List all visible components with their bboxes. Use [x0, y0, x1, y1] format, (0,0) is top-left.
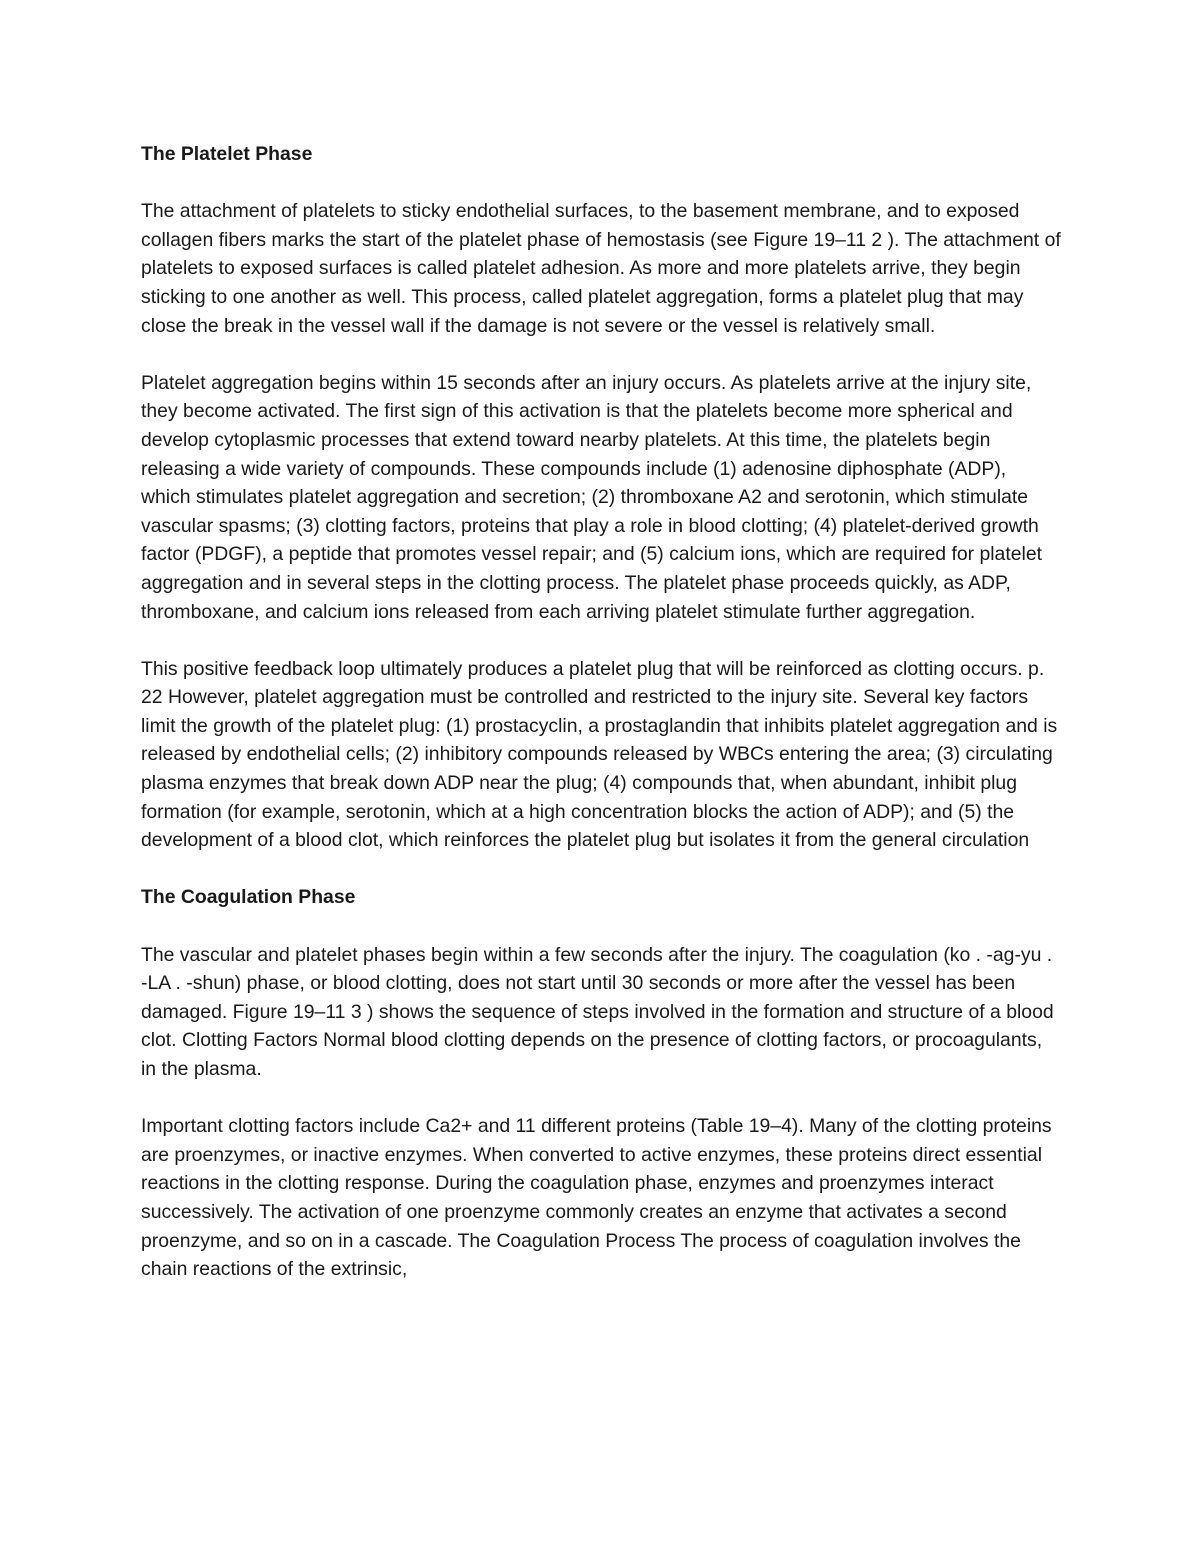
paragraph: The attachment of platelets to sticky endothelial surfaces, to the basement membrane, and to exposed collagen fibers marks the start of the platelet phase of hemostasis (see Figure 19–11 2 ). The attachment of platelets to exposed surfaces is called platelet adhesion. As more and more platelets arrive, they begin sticking to one another as well. This process, called platelet aggregation, forms a platelet plug that may close the break in the vessel wall if the damage is not severe or the vessel is relatively small.: [141, 200, 1061, 337]
section-coagulation-phase: [141, 883, 1061, 1283]
document-page: [141, 140, 1061, 1284]
section-platelet-phase: [141, 140, 1061, 883]
section-heading: The Platelet Phase: [141, 143, 313, 165]
paragraph: Important clotting factors include Ca2+ and 11 different proteins (Table 19–4). Many of the clotting proteins are proenzymes, or inactive enzymes. When converted to active enzymes, these proteins direct essential reactions in the clotting response. During the coagulation phase, enzymes and proenzymes interact successively. The activation of one proenzyme commonly creates an enzyme that activates a second proenzyme, and so on in a cascade. The Coagulation Process The process of coagulation involves the chain reactions of the extrinsic,: [141, 1115, 1052, 1281]
section-heading: The Coagulation Phase: [141, 886, 356, 909]
paragraph: Platelet aggregation begins within 15 seconds after an injury occurs. As platelets arrive at the injury site, they become activated. The first sign of this activation is that the platelets become more spherical and develop cytoplasmic processes that extend toward nearby platelets. At this time, the platelets begin releasing a wide variety of compounds. These compounds include (1) adenosine diphosphate (ADP), which stimulates platelet aggregation and secretion; (2) thromboxane A2 and serotonin, which stimulate vascular spasms; (3) clotting factors, proteins that play a role in blood clotting; (4) platelet-derived growth factor (PDGF), a peptide that promotes vessel repair; and (5) calcium ions, which are required for platelet aggregation and in several steps in the clotting process. The platelet phase proceeds quickly, as ADP, thromboxane, and calcium ions released from each arriving platelet stimulate further aggregation.: [141, 371, 1042, 623]
paragraph: The vascular and platelet phases begin within a few seconds after the injury. The coagulation (ko . -ag-yu . -LA . -shun) phase, or blood clotting, does not start until 30 seconds or more after the vessel has been damaged. Figure 19–11 3 ) shows the sequence of steps involved in the formation and structure of a blood clot. Clotting Factors Normal blood clotting depends on the presence of clotting factors, or procoagulants, in the plasma.: [141, 943, 1054, 1080]
paragraph: This positive feedback loop ultimately produces a platelet plug that will be reinforced as clotting occurs. p. 22 However, platelet aggregation must be controlled and restricted to the injury site. Several key factors limit the growth of the platelet plug: (1) prostacyclin, a prostaglandin that inhibits platelet aggregation and is released by endothelial cells; (2) inhibitory compounds released by WBCs entering the area; (3) circulating plasma enzymes that break down ADP near the plug; (4) compounds that, when abundant, inhibit plug formation (for example, serotonin, which at a high concentration blocks the action of ADP); and (5) the development of a blood clot, which reinforces the platelet plug but isolates it from the general circulation: [141, 657, 1058, 852]
